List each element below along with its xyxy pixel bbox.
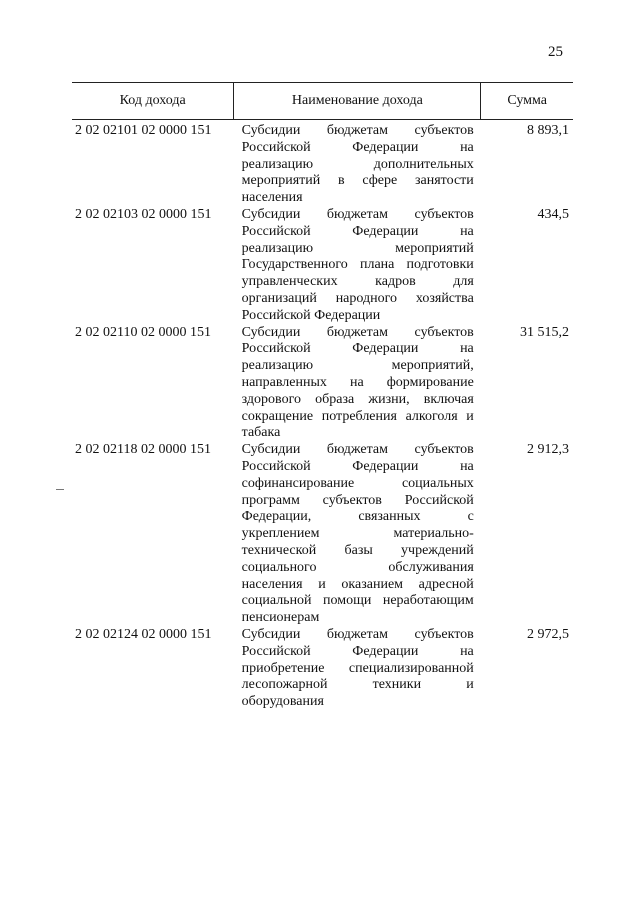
income-name-line: реализацию дополнительных — [241, 156, 474, 172]
income-name-line: лесопожарной техники и — [241, 677, 474, 693]
table-row — [72, 325, 573, 443]
income-name-line: табака — [241, 425, 281, 441]
income-name-line: Субсидии бюджетам субъектов — [241, 442, 474, 458]
income-sum: 2 972,5 — [527, 626, 570, 642]
income-name — [242, 442, 474, 627]
income-name — [242, 627, 474, 711]
income-name-line: Субсидии бюджетам субъектов — [241, 324, 474, 340]
income-name-line: пенсионерам — [241, 610, 320, 626]
income-name-line: приобретение специализированной — [241, 660, 474, 676]
income-name-line: Российской Федерации на — [241, 139, 474, 155]
income-name-line: реализацию мероприятий — [241, 240, 474, 256]
table-row — [72, 123, 573, 207]
income-name-line: Субсидии бюджетам субъектов — [241, 626, 474, 642]
income-code: 2 02 02101 02 0000 151 — [75, 123, 212, 138]
income-sum: 31 515,2 — [520, 324, 570, 340]
table-header — [72, 82, 573, 120]
income-name-line: социальной помощи неработающим — [241, 593, 474, 609]
income-sum: 2 912,3 — [527, 442, 570, 458]
income-name — [242, 207, 474, 325]
header-name: Наименование дохода — [233, 83, 481, 119]
income-name-line: сокращение потребления алкоголя и — [241, 408, 474, 424]
income-sum: 434,5 — [537, 206, 570, 222]
income-code: 2 02 02118 02 0000 151 — [75, 442, 211, 458]
income-name-line: Российской Федерации на — [241, 223, 474, 239]
income-name-line: Субсидии бюджетам субъектов — [241, 123, 474, 138]
header-code: Код дохода — [119, 93, 186, 108]
income-name-line: управленческих кадров для — [241, 274, 474, 290]
table-body — [72, 123, 573, 711]
income-name — [242, 123, 474, 207]
income-name-line: Российской Федерации — [241, 307, 381, 323]
income-name-line: софинансирование социальных — [241, 475, 474, 491]
table-row — [72, 627, 573, 711]
table-row — [72, 442, 573, 627]
income-name-line: социального обслуживания — [241, 559, 474, 575]
income-name-line: Российской Федерации на — [241, 643, 474, 659]
income-name-line: оборудования — [241, 694, 324, 710]
income-name-line: мероприятий в сфере занятости — [241, 173, 474, 189]
table-row — [72, 207, 573, 325]
income-sum: 8 893,1 — [527, 123, 570, 138]
income-name-line: Российской Федерации на — [241, 341, 474, 357]
income-name-line: населения и оказанием адресной — [241, 576, 474, 592]
income-name-line: реализацию мероприятий, — [241, 358, 474, 374]
income-name — [242, 325, 474, 443]
income-name-line: организаций народного хозяйства — [241, 290, 474, 306]
income-name-line: программ субъектов Российской — [241, 492, 474, 508]
header-sum: Сумма — [507, 93, 548, 108]
income-code: 2 02 02124 02 0000 151 — [75, 626, 212, 642]
income-name-line: Российской Федерации на — [241, 458, 474, 474]
income-name-line: направленных на формирование — [241, 374, 474, 390]
income-name-line: Государственного плана подготовки — [241, 257, 474, 273]
income-name-line: Федерации, связанных с — [241, 509, 474, 525]
page-number: 25 — [548, 44, 563, 60]
income-code: 2 02 02103 02 0000 151 — [75, 206, 212, 222]
income-name-line: технической базы учреждений — [241, 542, 474, 558]
income-name-line: здорового образа жизни, включая — [241, 391, 474, 407]
income-code: 2 02 02110 02 0000 151 — [75, 324, 211, 340]
income-name-line: населения — [241, 190, 303, 206]
margin-mark — [56, 489, 64, 490]
income-name-line: укреплением материально- — [241, 526, 474, 542]
income-name-line: Субсидии бюджетам субъектов — [241, 206, 474, 222]
